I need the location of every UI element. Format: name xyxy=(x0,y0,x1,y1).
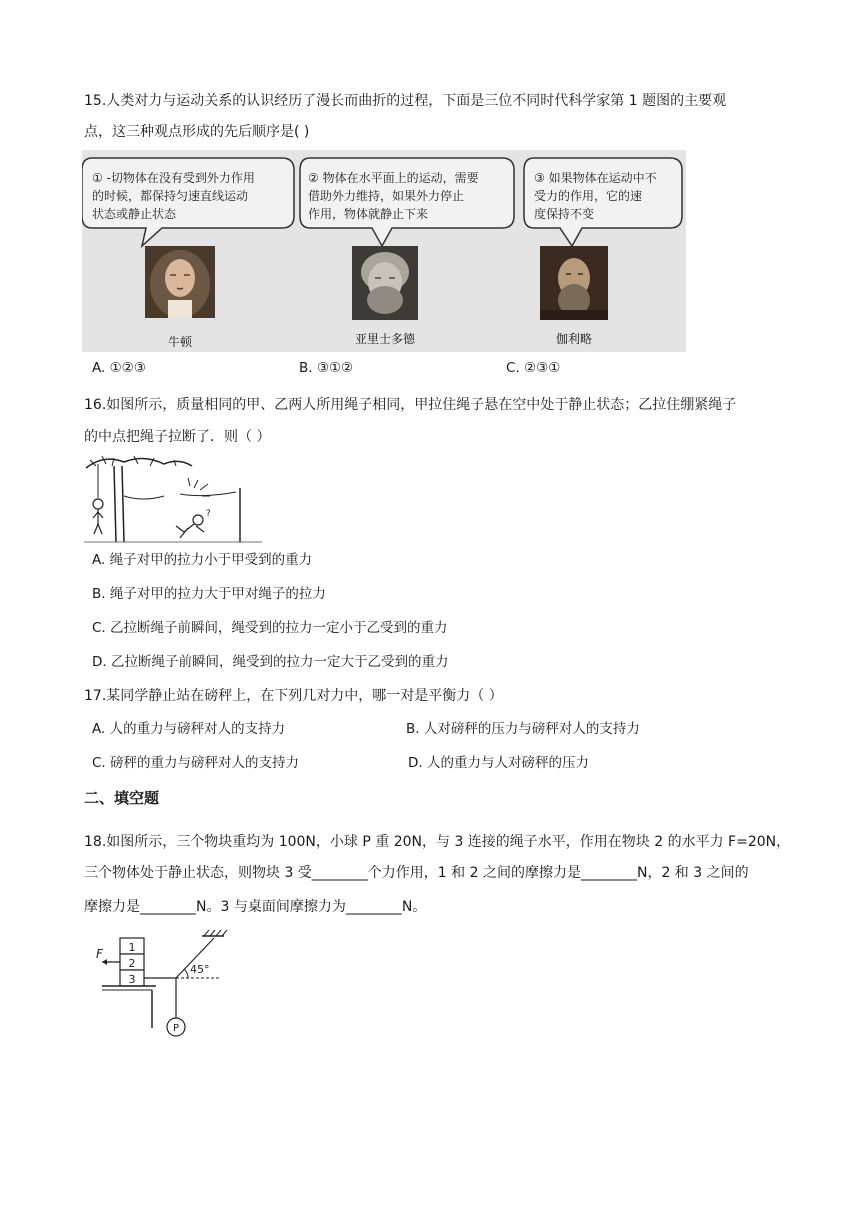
q16-line2: 的中点把绳子拉断了．则（ ） xyxy=(84,429,271,445)
bubble-newton-line2: 的时候，都保持匀速直线运动 xyxy=(92,189,249,203)
q18-line2: 三个物体处于静止状态，则物块 3 受________个力作用，1 和 2 之间的摩擦力是________N，2 和 3 之间的 xyxy=(84,865,749,881)
q15-option-c[interactable]: C. ②③① xyxy=(506,360,561,376)
q18-line3: 摩擦力是________N。3 与桌面间摩擦力为________N。 xyxy=(84,899,427,915)
q15-line1: 15.人类对力与运动关系的认识经历了漫长而曲折的过程，下面是三位不同时代科学家第 1 题图的主要观 xyxy=(84,93,727,109)
q16-option-d[interactable]: D. 乙拉断绳子前瞬间，绳受到的拉力一定大于乙受到的重力 xyxy=(92,654,449,670)
blocks-figure-svg xyxy=(90,926,240,1042)
q15-option-b[interactable]: B. ③①② xyxy=(299,360,354,376)
q16-option-a[interactable]: A. 绳子对甲的拉力小于甲受到的重力 xyxy=(92,552,313,568)
scientists-figure-svg xyxy=(82,150,686,352)
q17-option-d[interactable]: D. 人的重力与人对磅秤的压力 xyxy=(408,755,589,771)
newton-face xyxy=(165,259,195,297)
bubble-galileo-line2: 受力的作用，它的速 xyxy=(534,189,643,203)
block-2-label: 2 xyxy=(128,957,136,970)
jia-head xyxy=(93,499,103,509)
q17-line1: 17.某同学静止站在磅秤上，在下列几对力中，哪一对是平衡力（ ） xyxy=(84,688,503,704)
galileo-portrait xyxy=(540,246,608,320)
yi-head xyxy=(193,515,203,525)
bubble-aristotle-line2: 借助外力维持，如果外力停止 xyxy=(308,189,465,203)
bubble-aristotle-line1: ② 物体在水平面上的运动，需要 xyxy=(308,171,479,185)
blocks-figure xyxy=(90,926,240,1042)
aristotle-portrait xyxy=(352,246,418,320)
yi-body xyxy=(176,524,204,538)
person-jia xyxy=(93,499,103,534)
name-galileo: 伽利略 xyxy=(555,332,593,346)
q18-line1: 18.如图所示，三个物块重均为 100N，小球 P 重 20N，与 3 连接的绳子水平，作用在物块 2 的水平力 F=20N， xyxy=(84,834,791,850)
aristotle-beard xyxy=(367,286,403,314)
name-newton: 牛顿 xyxy=(167,335,193,349)
q15-line2: 点，这三种观点形成的先后顺序是( ) xyxy=(84,124,310,140)
yi-question-mark: ? xyxy=(206,509,211,519)
bubble-galileo-line3: 度保持不变 xyxy=(534,207,595,221)
bubble-newton-line1: ① -切物体在没有受到外力作用 xyxy=(92,171,255,185)
tree-trunk xyxy=(114,466,124,542)
break-burst xyxy=(188,478,210,496)
q16-option-b[interactable]: B. 绳子对甲的拉力大于甲对绳子的拉力 xyxy=(92,586,326,602)
rope-figure xyxy=(84,452,264,544)
galileo-robe xyxy=(540,310,608,320)
force-label: F xyxy=(96,947,103,961)
block-3-label: 3 xyxy=(128,973,136,986)
bubble-galileo-line1: ③ 如果物体在运动中不 xyxy=(534,171,657,185)
q16-option-c[interactable]: C. 乙拉断绳子前瞬间，绳受到的拉力一定小于乙受到的重力 xyxy=(92,620,448,636)
name-aristotle: 亚里士多德 xyxy=(354,332,416,346)
angle-arc xyxy=(184,969,188,978)
person-yi xyxy=(176,509,211,538)
q17-option-c[interactable]: C. 磅秤的重力与磅秤对人的支持力 xyxy=(92,755,300,771)
bubble-aristotle-line3: 作用，物体就静止下来 xyxy=(308,207,429,221)
newton-portrait xyxy=(145,246,215,318)
rope-figure-svg xyxy=(84,452,264,544)
bubble-newton-line3: 状态或静止状态 xyxy=(92,207,177,221)
jia-body xyxy=(93,509,103,534)
ceiling-hatch xyxy=(204,930,227,936)
angle-label: 45° xyxy=(190,963,210,976)
q16-line1: 16.如图所示，质量相同的甲、乙两人所用绳子相同，甲拉住绳子悬在空中处于静止状态；乙拉住绷紧绳子 xyxy=(84,397,737,413)
scientists-figure xyxy=(82,150,686,352)
section-fill-in-title: 二、填空题 xyxy=(84,789,160,807)
q15-option-a[interactable]: A. ①②③ xyxy=(92,360,146,376)
newton-collar xyxy=(168,300,192,318)
tree-canopy xyxy=(86,458,192,468)
block-1-label: 1 xyxy=(128,941,136,954)
tree-leaves xyxy=(90,456,176,466)
q17-option-b[interactable]: B. 人对磅秤的压力与磅秤对人的支持力 xyxy=(406,721,640,737)
ball-p-label: P xyxy=(172,1023,180,1034)
taut-rope xyxy=(124,492,236,499)
q17-option-a[interactable]: A. 人的重力与磅秤对人的支持力 xyxy=(92,721,286,737)
